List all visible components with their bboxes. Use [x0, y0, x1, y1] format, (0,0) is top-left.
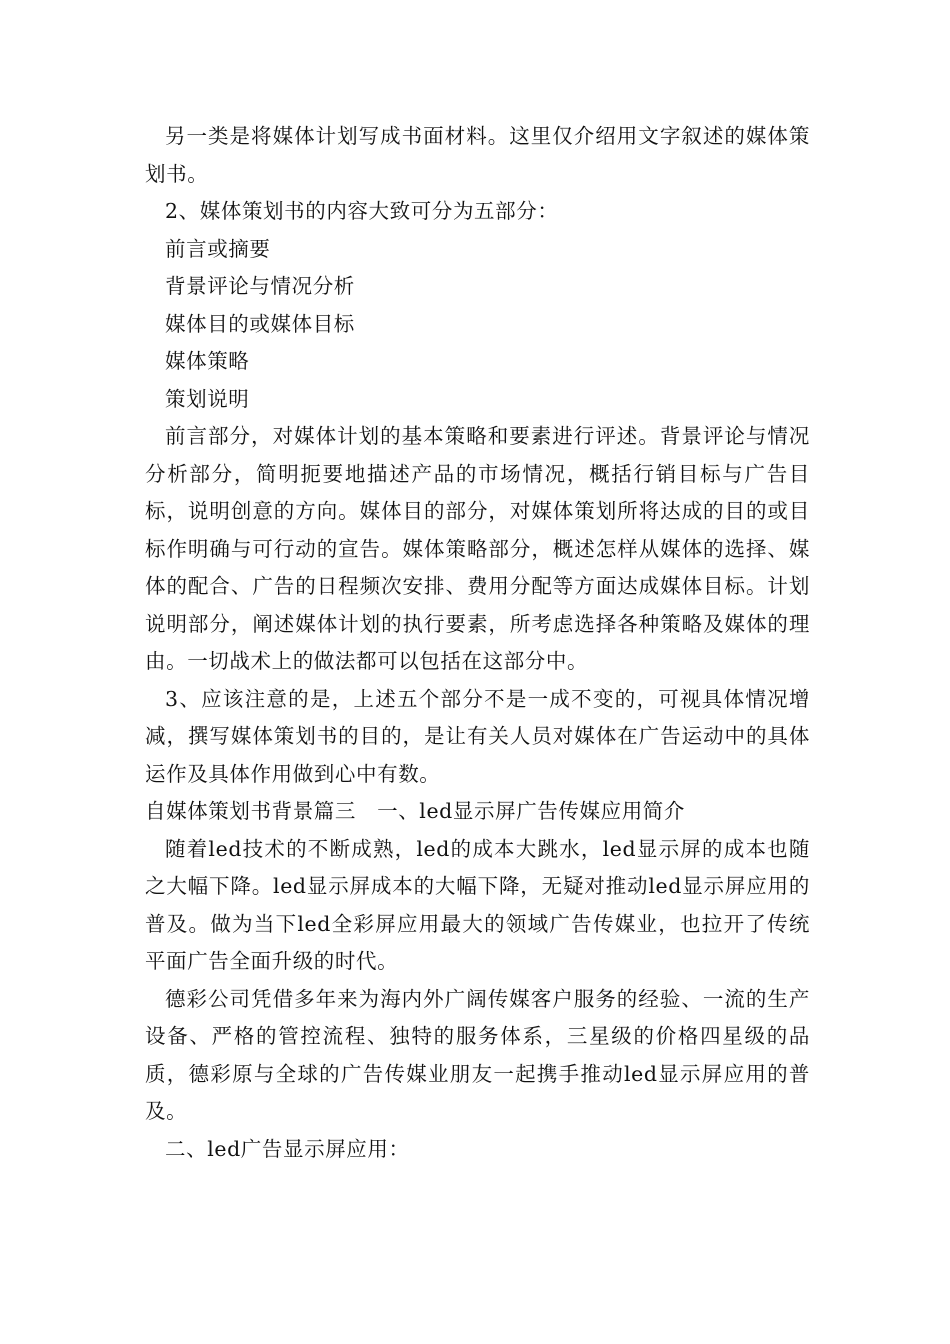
paragraph-led-applications: 二、led广告显示屏应用：	[165, 1136, 410, 1161]
paragraph-written-plan: 另一类是将媒体计划写成书面材料。这里仅介绍用文字叙述的媒体策划书。	[145, 124, 810, 186]
list-item-plan-notes: 策划说明	[165, 386, 250, 411]
paragraph-five-parts-heading: 2、媒体策划书的内容大致可分为五部分：	[165, 199, 559, 223]
list-item-media-goal: 媒体目的或媒体目标	[165, 311, 355, 336]
document-body	[145, 118, 810, 1168]
list-item-media-strategy: 媒体策略	[165, 349, 250, 373]
list-item-preface: 前言或摘要	[165, 236, 271, 261]
paragraph-sections-explained: 前言部分，对媒体计划的基本策略和要素进行评述。背景评论与情况分析部分，简明扼要地描述产品的市场情况，概括行销目标与广告目标，说明创意的方向。媒体目的部分，对媒体策划所将达成的目的或目标作明确与可行动的宣告。媒体策略部分，概述怎样从媒体的选择、媒体的配合、广告的日程频次安排、费用分配等方面达成媒体目标。计划说明部分，阐述媒体计划的执行要素，所考虑选择各种策略及媒体的理由。一切战术上的做法都可以包括在这部分中。	[145, 424, 810, 673]
paragraph-notes: 3、应该注意的是，上述五个部分不是一成不变的，可视具体情况增减，撰写媒体策划书的目的，是让有关人员对媒体在广告运动中的具体运作及具体作用做到心中有数。	[145, 686, 810, 786]
paragraph-led-cost: 随着led技术的不断成熟，led的成本大跳水，led显示屏的成本也随之大幅下降。led显示屏成本的大幅下降，无疑对推动led显示屏应用的普及。做为当下led全彩屏应用最大的领域广告传媒业，也拉开了传统平面广告全面升级的时代。	[145, 836, 810, 973]
list-item-background: 背景评论与情况分析	[165, 274, 355, 298]
section-heading-part-three: 自媒体策划书背景篇三 一、led显示屏广告传媒应用简介	[145, 799, 686, 823]
paragraph-company: 德彩公司凭借多年来为海内外广阔传媒客户服务的经验、一流的生产设备、严格的管控流程、独特的服务体系，三星级的价格四星级的品质，德彩原与全球的广告传媒业朋友一起携手推动led显示屏应用的普及。	[145, 986, 810, 1123]
